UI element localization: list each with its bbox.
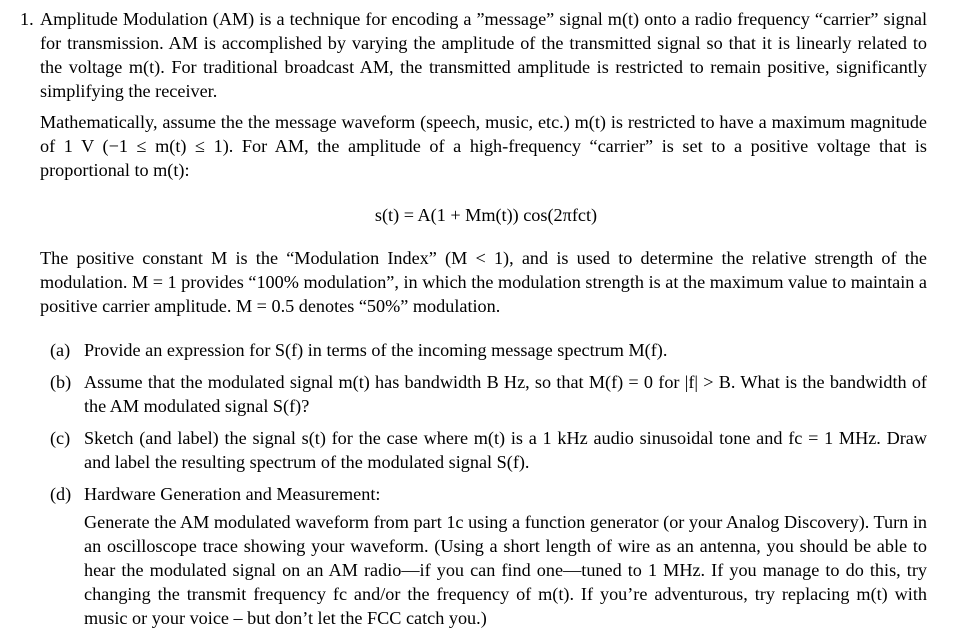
part-d-label: (d) (50, 484, 72, 504)
paragraph-modulation-index: The positive constant M is the “Modulation Index” (M < 1), and is used to determine the relative strength of the modulation. M = 1 provides “100% modulation”, in which the modulation strength is at the maximum value to maintain a positive carrier amplitude. M = 0.5 denotes “50%” modulation. (40, 248, 927, 316)
part-c-text: Sketch (and label) the signal s(t) for the case where m(t) is a 1 kHz audio sinusoidal tone and fc = 1 MHz. Draw and label the resulting spectrum of the modulated signal S(f). (84, 428, 927, 472)
paragraph-math: Mathematically, assume the the message waveform (speech, music, etc.) m(t) is restricted to have a maximum magnitude of 1 V (−1 ≤ m(t) ≤ 1). For AM, the amplitude of a high-frequency “carrier” is set to a positive voltage that is proportional to m(t): (40, 112, 927, 180)
part-d-body: Generate the AM modulated waveform from part 1c using a function generator (or your Analog Discovery). Turn in an oscilloscope trace showing your waveform. (Using a short length of wire as an antenna, you should be able to hear the modulated signal on an AM radio—if you can find one—tuned to 1 MHz. If you manage to do this, try changing the transmit frequency fc and/or the frequency of m(t). If you’re adventurous, try replacing m(t) with music or your voice – but don’t let the FCC catch you.) (84, 512, 927, 628)
paragraph-intro: Amplitude Modulation (AM) is a technique for encoding a ”message” signal m(t) onto a radio frequency “carrier” signal for transmission. AM is accomplished by varying the amplitude of the transmitted signal so that it is linearly related to the voltage m(t). For traditional broadcast AM, the transmitted amplitude is restricted to remain positive, significantly simplifying the receiver. (40, 9, 927, 101)
am-equation: s(t) = A(1 + Mm(t)) cos(2πfct) (374, 205, 598, 225)
part-d-heading: Hardware Generation and Measurement: (84, 484, 381, 504)
part-a-text: Provide an expression for S(f) in terms of the incoming message spectrum M(f). (84, 340, 668, 360)
problem-number: 1. (20, 9, 34, 29)
part-b-label: (b) (50, 372, 72, 392)
part-a-label: (a) (50, 340, 71, 360)
part-b-text: Assume that the modulated signal m(t) has bandwidth B Hz, so that M(f) = 0 for |f| > B. What is the bandwidth of the AM modulated signal S(f)? (84, 372, 927, 416)
part-c-label: (c) (50, 428, 71, 448)
